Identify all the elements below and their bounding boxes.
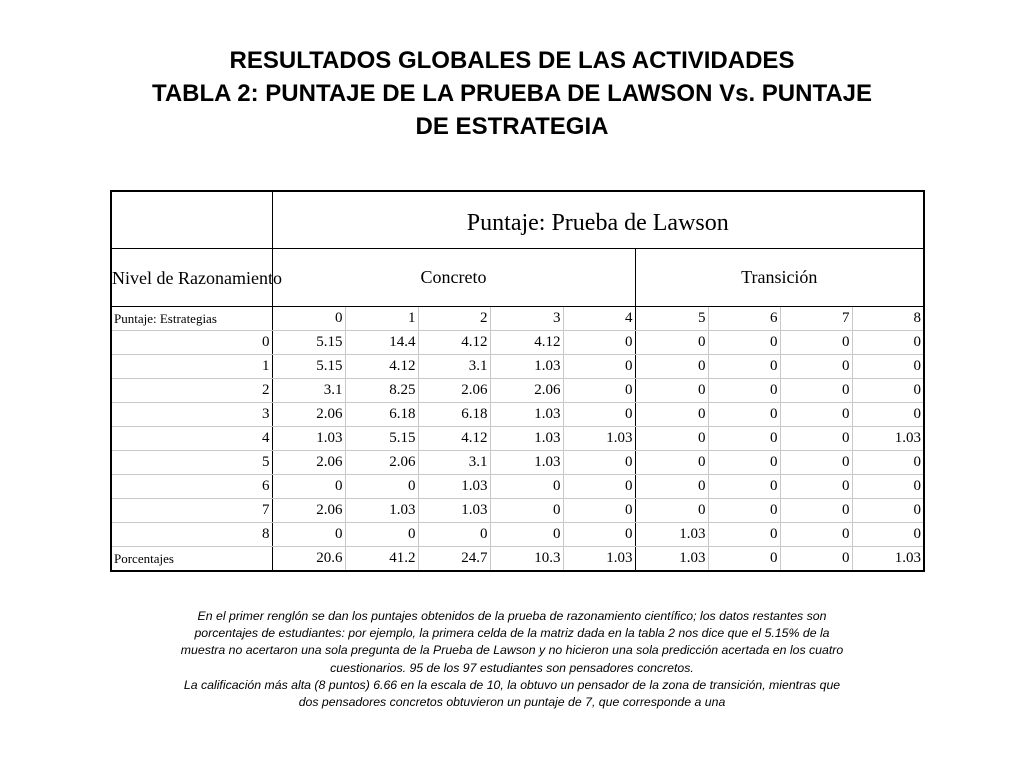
table-cell: 1.03: [490, 403, 563, 427]
table-cell: 2.06: [272, 451, 345, 475]
row-label: 5: [111, 451, 272, 475]
row-label: 3: [111, 403, 272, 427]
table-cell: 0: [852, 451, 924, 475]
table-row: [111, 523, 924, 547]
table-cell: 2.06: [272, 499, 345, 523]
table-cell: 0: [635, 403, 708, 427]
table-cell: 0: [852, 523, 924, 547]
table-cell: 0: [563, 499, 635, 523]
table-cell: 0: [780, 475, 852, 499]
table-cell: 0: [708, 427, 780, 451]
column-score-3: 3: [490, 307, 563, 331]
table-cell: 0: [345, 523, 418, 547]
table-cell: 0: [708, 451, 780, 475]
table-cell: 0: [635, 379, 708, 403]
table-cell: 0: [852, 403, 924, 427]
title-line-2: TABLA 2: PUNTAJE DE LA PRUEBA DE LAWSON Vs. PUNTAJE: [151, 80, 873, 107]
table-cell: 0: [635, 427, 708, 451]
title-line-1: RESULTADOS GLOBALES DE LAS ACTIVIDADES: [229, 47, 795, 74]
table-cell: 0: [708, 331, 780, 355]
table-cell: 1.03: [418, 475, 490, 499]
row-label: 2: [111, 379, 272, 403]
table-cell: 0: [563, 379, 635, 403]
column-score-5: 5: [635, 307, 708, 331]
table-cell: 5.15: [272, 331, 345, 355]
table-cell: 0: [272, 523, 345, 547]
table-cell: 0: [852, 475, 924, 499]
table-cell: 0: [635, 331, 708, 355]
row-label: 8: [111, 523, 272, 547]
table-cell: 0: [635, 355, 708, 379]
row-label: 7: [111, 499, 272, 523]
strategy-label: Puntaje: Estrategias: [111, 307, 272, 331]
footnote-line-2: porcentajes de estudiantes: por ejemplo, la primera celda de la matriz dada en la tabla 2 nos dice que el 5.15% de la: [194, 626, 830, 641]
footnote-line-1: En el primer renglón se dan los puntajes obtenidos de la prueba de razonamiento científico; los datos restantes son: [197, 609, 827, 623]
table-row: [111, 427, 924, 451]
row-label: 6: [111, 475, 272, 499]
table-cell: 8.25: [345, 379, 418, 403]
table-cell: 0: [708, 379, 780, 403]
table-cell: 0: [418, 523, 490, 547]
percentage-cell: 1.03: [852, 547, 924, 572]
table-subheader-row: [111, 249, 924, 307]
footnote-line-5: La calificación más alta (8 puntos) 6.66 en la escala de 10, la obtuvo un pensador de la zona de transición, mientras que: [183, 677, 841, 692]
percentage-cell: 1.03: [635, 547, 708, 572]
table-cell: 0: [345, 475, 418, 499]
table-cell: 0: [635, 475, 708, 499]
table-cell: 1.03: [490, 427, 563, 451]
table-cell: 3.1: [418, 355, 490, 379]
table-cell: 0: [563, 403, 635, 427]
table-cell: 0: [563, 355, 635, 379]
strategy-columns-row: [111, 307, 924, 331]
lawson-header: Puntaje: Prueba de Lawson: [272, 191, 924, 249]
table-cell: 0: [563, 475, 635, 499]
row-label: 1: [111, 355, 272, 379]
footnote-line-6: dos pensadores concretos obtuvieron un puntaje de 7, que corresponde a una: [298, 695, 726, 710]
column-score-6: 6: [708, 307, 780, 331]
table-cell: 0: [490, 523, 563, 547]
table-cell: 4.12: [345, 355, 418, 379]
table-cell: 0: [563, 331, 635, 355]
table-cell: 0: [780, 451, 852, 475]
table-cell: 0: [780, 499, 852, 523]
table-cell: 3.1: [418, 451, 490, 475]
table-cell: 1.03: [852, 427, 924, 451]
table-cell: 5.15: [345, 427, 418, 451]
row-label: 0: [111, 331, 272, 355]
column-score-7: 7: [780, 307, 852, 331]
table-cell: 0: [490, 499, 563, 523]
table-cell: 5.15: [272, 355, 345, 379]
table-cell: 0: [635, 499, 708, 523]
table-cell: 1.03: [272, 427, 345, 451]
table-cell: 0: [708, 403, 780, 427]
table-row: [111, 355, 924, 379]
percentage-cell: 0: [780, 547, 852, 572]
table-cell: 4.12: [418, 427, 490, 451]
table-row: [111, 499, 924, 523]
table-cell: 2.06: [345, 451, 418, 475]
table-cell: 0: [852, 499, 924, 523]
table-cell: 0: [852, 331, 924, 355]
table-cell: 0: [780, 427, 852, 451]
table-row: [111, 379, 924, 403]
table-cell: 4.12: [490, 331, 563, 355]
footnote: [112, 608, 912, 711]
table-cell: 1.03: [345, 499, 418, 523]
table-cell: 1.03: [490, 355, 563, 379]
percentage-cell: 24.7: [418, 547, 490, 572]
table-cell: 14.4: [345, 331, 418, 355]
table-cell: 0: [272, 475, 345, 499]
column-score-0: 0: [272, 307, 345, 331]
table-cell: 0: [563, 451, 635, 475]
table-cell: 1.03: [418, 499, 490, 523]
table-row: [111, 451, 924, 475]
percentage-cell: 1.03: [563, 547, 635, 572]
nivel-razonamiento-header: Nivel de Razonamiento: [111, 249, 272, 307]
table-cell: 4.12: [418, 331, 490, 355]
table-cell: 2.06: [418, 379, 490, 403]
table-cell: 0: [563, 523, 635, 547]
column-score-4: 4: [563, 307, 635, 331]
table-cell: 3.1: [272, 379, 345, 403]
transicion-header: Transición: [635, 249, 924, 307]
percentages-row: [111, 547, 924, 572]
table-header-row: [111, 191, 924, 249]
table-cell: 0: [708, 475, 780, 499]
concreto-header: Concreto: [272, 249, 635, 307]
table-cell: 0: [708, 355, 780, 379]
column-score-2: 2: [418, 307, 490, 331]
table-cell: 6.18: [345, 403, 418, 427]
column-score-8: 8: [852, 307, 924, 331]
corner-cell: [111, 191, 272, 249]
table-cell: 6.18: [418, 403, 490, 427]
table-cell: 0: [708, 499, 780, 523]
percentages-label: Porcentajes: [111, 547, 272, 572]
table-cell: 0: [490, 475, 563, 499]
table-cell: 0: [708, 523, 780, 547]
percentage-cell: 0: [708, 547, 780, 572]
column-score-1: 1: [345, 307, 418, 331]
lawson-results-table: [110, 190, 925, 572]
table-cell: 0: [780, 403, 852, 427]
table-row: [111, 331, 924, 355]
table-cell: 0: [780, 523, 852, 547]
title-line-3: DE ESTRATEGIA: [415, 113, 609, 140]
percentage-cell: 10.3: [490, 547, 563, 572]
row-label: 4: [111, 427, 272, 451]
footnote-line-3: muestra no acertaron una sola pregunta de la Prueba de Lawson y no hicieron una sola predicción acertada en los cuatro: [180, 643, 844, 658]
table-cell: 0: [635, 451, 708, 475]
table-cell: 0: [852, 379, 924, 403]
table-cell: 2.06: [272, 403, 345, 427]
page-title: [40, 44, 984, 143]
footnote-line-4: cuestionarios. 95 de los 97 estudiantes son pensadores concretos.: [330, 660, 694, 675]
table-cell: 0: [780, 355, 852, 379]
percentage-cell: 20.6: [272, 547, 345, 572]
table-cell: 2.06: [490, 379, 563, 403]
table-cell: 0: [780, 379, 852, 403]
percentage-cell: 41.2: [345, 547, 418, 572]
table-cell: 0: [780, 331, 852, 355]
table-row: [111, 475, 924, 499]
table-cell: 1.03: [490, 451, 563, 475]
table-cell: 1.03: [563, 427, 635, 451]
table-row: [111, 403, 924, 427]
table-cell: 1.03: [635, 523, 708, 547]
table-cell: 0: [852, 355, 924, 379]
